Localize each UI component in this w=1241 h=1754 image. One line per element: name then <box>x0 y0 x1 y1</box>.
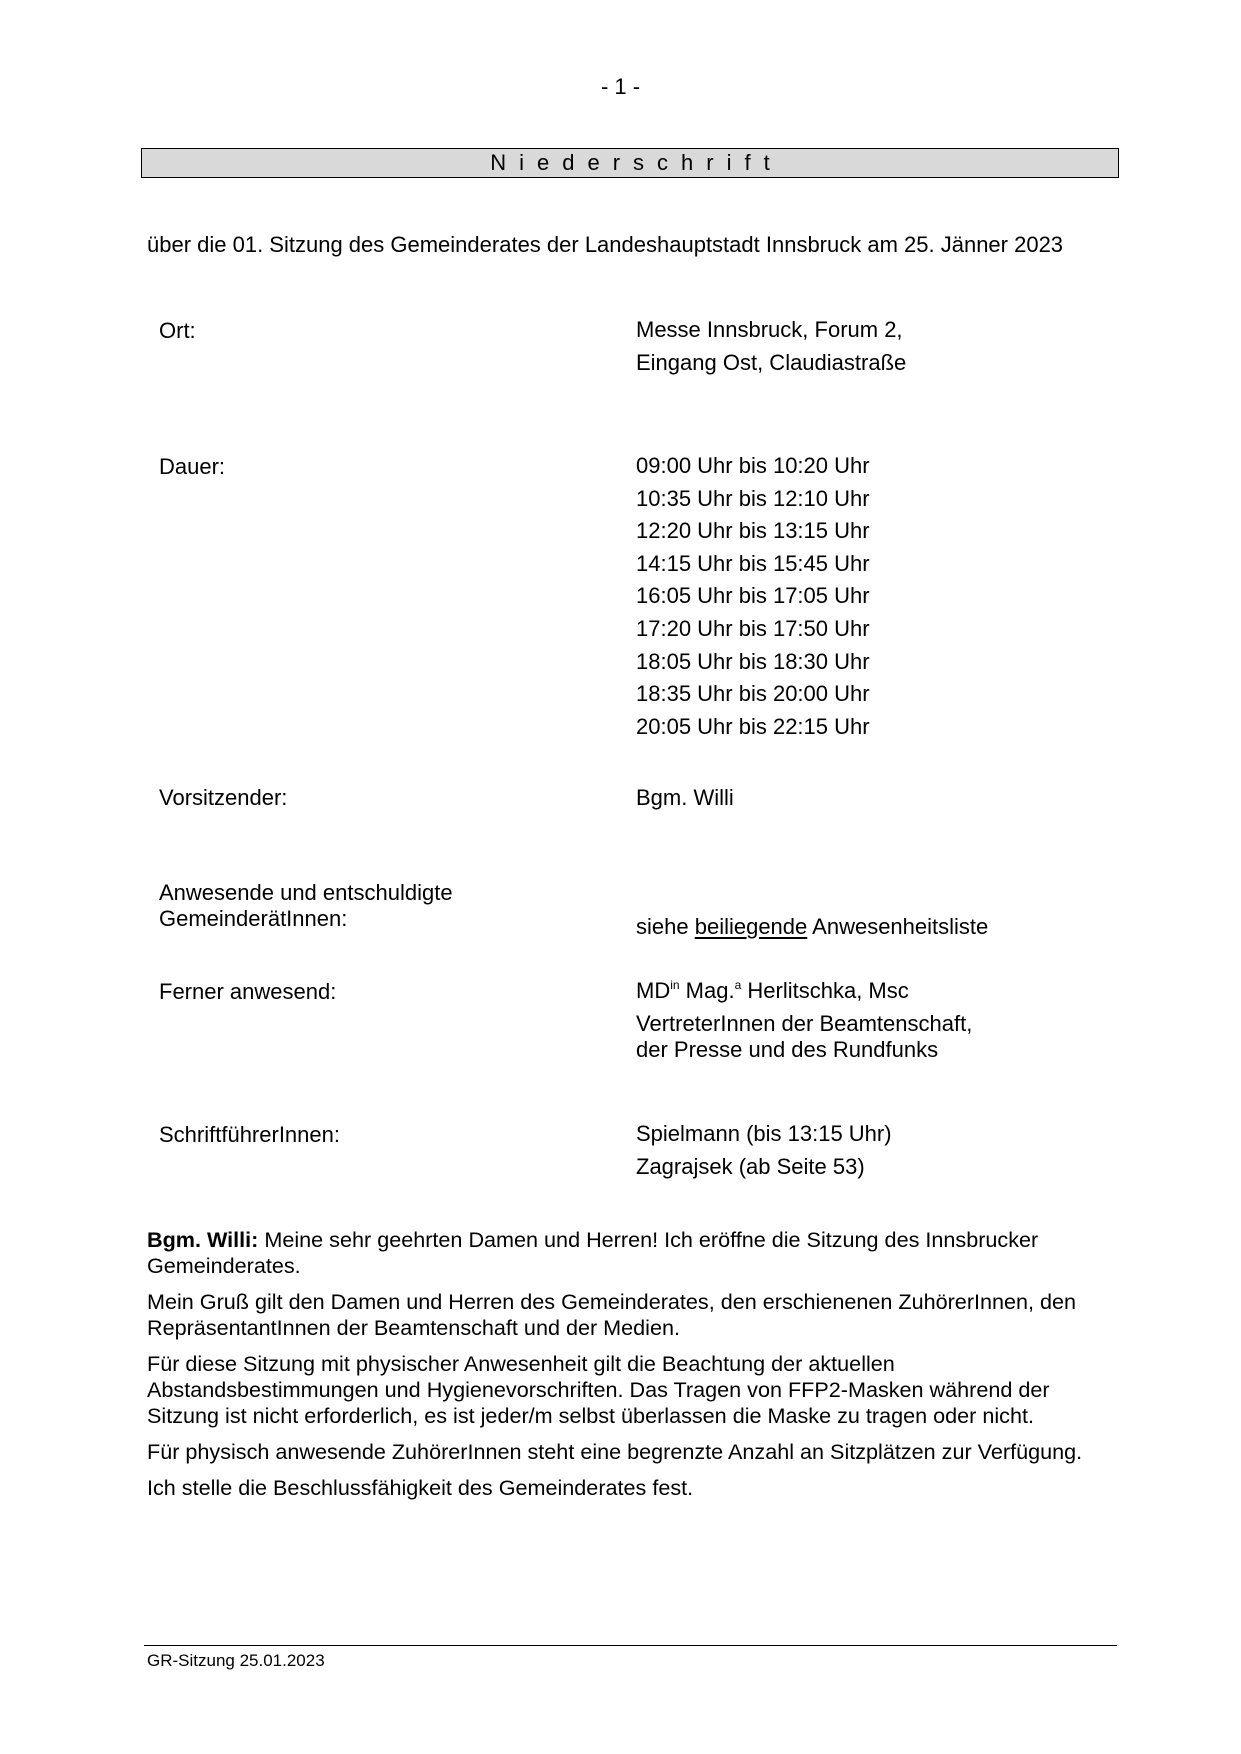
footer-text: GR-Sitzung 25.01.2023 <box>147 1651 325 1670</box>
page-number: - 1 - <box>600 74 641 99</box>
ferner-line: der Presse und des Rundfunks <box>636 1037 939 1062</box>
vorsitzender-label: Vorsitzender: <box>159 785 288 810</box>
ort-line: Messe Innsbruck, Forum 2, <box>636 317 903 342</box>
mag-title: Mag. <box>679 978 735 1003</box>
ferner-line <box>636 976 972 1009</box>
dauer-time-range: 16:05 Uhr bis 17:05 Uhr <box>636 583 870 609</box>
anwesende-value <box>636 914 988 940</box>
ort-label: Ort: <box>159 318 196 343</box>
speaker-name: Bgm. Willi: <box>147 1227 259 1252</box>
dauer-label: Dauer: <box>159 454 226 479</box>
ferner-name: Herlitschka, Msc <box>741 978 909 1003</box>
dauer-value <box>636 450 870 743</box>
ort-value <box>636 314 906 379</box>
minutes-body <box>147 1227 1127 1511</box>
schriftfuehrer-line: Zagrajsek (ab Seite 53) <box>636 1153 865 1179</box>
body-paragraph: Ich stelle die Beschlussfähigkeit des Gemeinderates fest. <box>147 1475 694 1500</box>
body-paragraph <box>147 1227 1127 1279</box>
ferner-label: Ferner anwesend: <box>159 979 337 1004</box>
anwesende-label-line: Anwesende und entschuldigte <box>159 880 453 905</box>
anwesende-label-line: GemeinderätInnen: <box>159 906 348 931</box>
vorsitzender-value: Bgm. Willi <box>636 785 734 810</box>
anwesende-prefix: siehe <box>636 914 695 939</box>
document-subtitle: über die 01. Sitzung des Gemeinderates der Landeshauptstadt Innsbruck am 25. Jänner 2023 <box>147 232 1064 257</box>
dauer-time-range: 18:35 Uhr bis 20:00 Uhr <box>636 681 870 707</box>
md-superscript: in <box>670 978 680 992</box>
dauer-time-range: 17:20 Uhr bis 17:50 Uhr <box>636 615 870 641</box>
speaker-text: Meine sehr geehrten Damen und Herren! Ich eröffne die Sitzung des Innsbrucker Gemeinderates. <box>147 1227 1039 1278</box>
footer-divider <box>144 1645 1117 1646</box>
anwesende-suffix: Anwesenheitsliste <box>807 914 989 939</box>
dauer-time-range: 09:00 Uhr bis 10:20 Uhr <box>636 453 870 478</box>
dauer-time-range: 12:20 Uhr bis 13:15 Uhr <box>636 518 870 544</box>
anwesende-label <box>159 880 453 932</box>
ferner-line: VertreterInnen der Beamtenschaft, <box>636 1011 973 1036</box>
dauer-time-range: 10:35 Uhr bis 12:10 Uhr <box>636 485 870 511</box>
mag-superscript: a <box>734 978 742 992</box>
schriftfuehrer-label: SchriftführerInnen: <box>159 1122 340 1147</box>
schriftfuehrer-value <box>636 1118 892 1183</box>
dauer-time-range: 20:05 Uhr bis 22:15 Uhr <box>636 713 870 739</box>
attached-list-reference: beiliegende <box>694 914 808 939</box>
document-title: Niederschrift <box>141 148 1119 178</box>
ferner-value <box>636 976 972 1064</box>
md-title: MD <box>636 978 671 1003</box>
ort-line: Eingang Ost, Claudiastraße <box>636 349 907 375</box>
schriftfuehrer-line: Spielmann (bis 13:15 Uhr) <box>636 1121 892 1146</box>
dauer-time-range: 18:05 Uhr bis 18:30 Uhr <box>636 648 870 674</box>
body-paragraph: Für diese Sitzung mit physischer Anwesenheit gilt die Beachtung der aktuellen Abstandsbestimmungen und Hygienevorschriften. Das Tragen von FFP2-Masken während der Sitzung ist nicht erforderlich, es ist jeder/m selbst überlassen die Maske zu tragen oder nicht. <box>147 1351 1050 1428</box>
dauer-time-range: 14:15 Uhr bis 15:45 Uhr <box>636 550 870 576</box>
body-paragraph: Mein Gruß gilt den Damen und Herren des Gemeinderates, den erschienenen ZuhörerInnen, den RepräsentantInnen der Beamtenschaft und der Medien. <box>147 1289 1077 1340</box>
body-paragraph: Für physisch anwesende ZuhörerInnen steht eine begrenzte Anzahl an Sitzplätzen zur Verfügung. <box>147 1439 1083 1464</box>
